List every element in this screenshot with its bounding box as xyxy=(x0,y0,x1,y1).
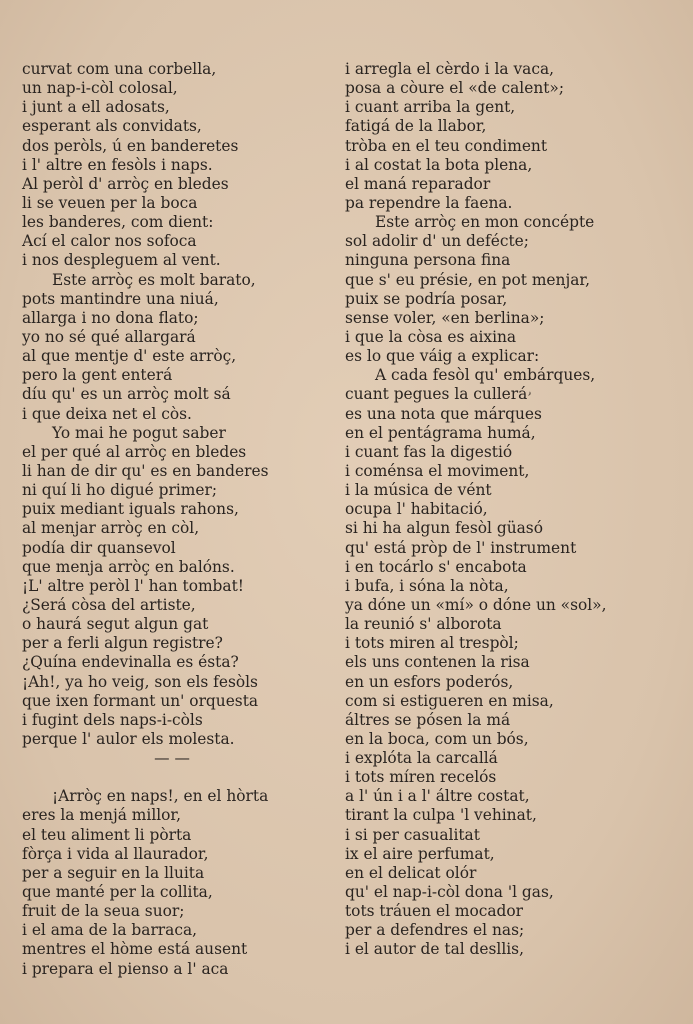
verse-line: pa rependre la faena. xyxy=(345,193,513,212)
verse-line: sol adolir d' un defécte; xyxy=(345,232,529,251)
verse-line: i explóta la carcallá xyxy=(345,749,498,768)
verse-line: pero la gent enterá xyxy=(22,366,173,385)
verse-line: Este arròç es molt barato, xyxy=(52,270,256,289)
verse-line: i fugint dels naps-i-còls xyxy=(22,710,203,729)
verse-line: qu' está pròp de l' instrument xyxy=(345,538,577,557)
verse-line: i l' altre en fesòls i naps. xyxy=(22,155,213,174)
verse-line: i en tocárlo s' encabota xyxy=(345,557,527,576)
verse-line: i prepara el pienso a l' aca xyxy=(22,959,229,978)
right-column xyxy=(345,60,675,960)
verse-line: ¡L' altre peròl l' han tombat! xyxy=(22,576,244,595)
verse-line: com si estigueren en misa, xyxy=(345,691,554,710)
blank-line xyxy=(22,768,322,787)
verse-line: li se veuen per la boca xyxy=(22,193,198,212)
verse-line: i arregla el cèrdo i la vaca, xyxy=(345,60,555,78)
verse-line: en un esfors poderós, xyxy=(345,672,514,691)
verse-line: perque l' aulor els molesta. xyxy=(22,729,235,748)
verse-line: pots mantindre una niuá, xyxy=(22,289,219,308)
verse-line: el maná reparador xyxy=(345,174,491,193)
verse-line: qu' el nap-i-còl dona 'l gas, xyxy=(345,883,554,902)
verse-line: Ací el calor nos sofoca xyxy=(22,232,197,251)
verse-line: que ixen formant un' orquesta xyxy=(22,691,259,710)
verse-line: sense voler, «en berlina»; xyxy=(345,308,545,327)
verse-line: ix el aire perfumat, xyxy=(345,844,495,863)
verse-line: cuant pegues la culleráۥ xyxy=(345,385,532,404)
verse-line: a l' ún i a l' áltre costat, xyxy=(345,787,530,806)
verse-line: Al peròl d' arròç en bledes xyxy=(22,174,229,193)
verse-line: fatigá de la llabor, xyxy=(345,117,487,136)
verse-line: fruit de la seua suor; xyxy=(22,902,185,921)
stanza-separator: — — xyxy=(154,749,190,768)
verse-line: i cuant arriba la gent, xyxy=(345,98,516,117)
verse-line: i si per casualitat xyxy=(345,825,480,844)
verse-line: i junt a ell adosats, xyxy=(22,98,170,117)
verse-line: Este arròç en mon concépte xyxy=(375,213,595,232)
verse-line: ¡Ah!, ya ho veig, son els fesòls xyxy=(22,672,258,691)
verse-line: i el autor de tal desllis, xyxy=(345,940,524,959)
verse-line: en la boca, com un bós, xyxy=(345,729,529,748)
verse-line: tots tráuen el mocador xyxy=(345,902,524,921)
verse-line: o haurá segut algun gat xyxy=(22,615,209,634)
verse-line: que s' eu présie, en pot menjar, xyxy=(345,270,590,289)
verse-line: les banderes, com dient: xyxy=(22,213,214,232)
verse-line: i el ama de la barraca, xyxy=(22,921,198,940)
verse-line: ¡Arròç en naps!, en el hòrta xyxy=(52,787,269,806)
verse-line: allarga i no dona flato; xyxy=(22,308,199,327)
verse-line: el teu aliment li pòrta xyxy=(22,825,192,844)
verse-line: es una nota que márques xyxy=(345,404,542,423)
verse-line: ¿Quína endevinalla es ésta? xyxy=(22,653,239,672)
verse-line: i nos despleguem al vent. xyxy=(22,251,221,270)
verse-line: per a seguir en la lluita xyxy=(22,863,205,882)
verse-line: i cuant fas la digestió xyxy=(345,442,513,461)
verse-line: i al costat la bota plena, xyxy=(345,155,533,174)
verse-line: ninguna persona fina xyxy=(345,251,511,270)
verse-line: puix mediant iguals rahons, xyxy=(22,500,239,519)
verse-line: i que la còsa es aixina xyxy=(345,327,517,346)
verse-line: i coménsa el moviment, xyxy=(345,461,530,480)
verse-line: mentres el hòme está ausent xyxy=(22,940,248,959)
verse-line: ni quí li ho digué primer; xyxy=(22,481,218,500)
verse-line: díu qu' es un arròç molt sá xyxy=(22,385,231,404)
verse-line: per a ferli algun registre? xyxy=(22,634,223,653)
verse-line: tròba en el teu condiment xyxy=(345,136,548,155)
verse-line: es lo que váig a explicar: xyxy=(345,347,540,366)
verse-line: els uns contenen la risa xyxy=(345,653,530,672)
verse-line: un nap-i-còl colosal, xyxy=(22,79,178,98)
verse-line: i que deixa net el còs. xyxy=(22,404,192,423)
verse-line: tirant la culpa 'l vehinat, xyxy=(345,806,537,825)
verse-line: que menja arròç en balóns. xyxy=(22,557,235,576)
verse-line: la reunió s' alborota xyxy=(345,615,502,634)
verse-line: A cada fesòl qu' embárques, xyxy=(375,366,596,385)
verse-line: al menjar arròç en còl, xyxy=(22,519,200,538)
verse-line: áltres se pósen la má xyxy=(345,710,511,729)
verse-line: yo no sé qué allargará xyxy=(22,327,196,346)
verse-line: i tots miren al trespòl; xyxy=(345,634,519,653)
verse-line: posa a còure el «de calent»; xyxy=(345,79,565,98)
verse-line: curvat com una corbella, xyxy=(22,60,217,78)
verse-line: si hi ha algun fesòl güasó xyxy=(345,519,543,538)
verse-line: al que mentje d' este arròç, xyxy=(22,347,237,366)
left-column xyxy=(22,60,322,979)
verse-line: ¿Será còsa del artiste, xyxy=(22,595,196,614)
verse-line: i la música de vént xyxy=(345,481,492,500)
verse-line: en el pentágrama humá, xyxy=(345,423,536,442)
verse-line: puix se podría posar, xyxy=(345,289,508,308)
verse-line: que manté per la collita, xyxy=(22,883,213,902)
verse-line: fòrça i vida al llaurador, xyxy=(22,844,209,863)
verse-line: el per qué al arròç en bledes xyxy=(22,442,247,461)
verse-line: i bufa, i sóna la nòta, xyxy=(345,576,509,595)
verse-line: ya dóne un «mí» o dóne un «sol», xyxy=(345,595,607,614)
verse-line: eres la menjá millor, xyxy=(22,806,181,825)
verse-line: en el delicat olór xyxy=(345,863,477,882)
verse-line: Yo mai he pogut saber xyxy=(52,423,226,442)
verse-line: esperant als convidats, xyxy=(22,117,202,136)
verse-line: i tots míren recelós xyxy=(345,768,497,787)
verse-line: ocupa l' habitació, xyxy=(345,500,488,519)
verse-line: dos peròls, ú en banderetes xyxy=(22,136,239,155)
verse-line: per a defendres el nas; xyxy=(345,921,525,940)
verse-line: li han de dir qu' es en banderes xyxy=(22,461,269,480)
verse-line: podía dir quansevol xyxy=(22,538,176,557)
